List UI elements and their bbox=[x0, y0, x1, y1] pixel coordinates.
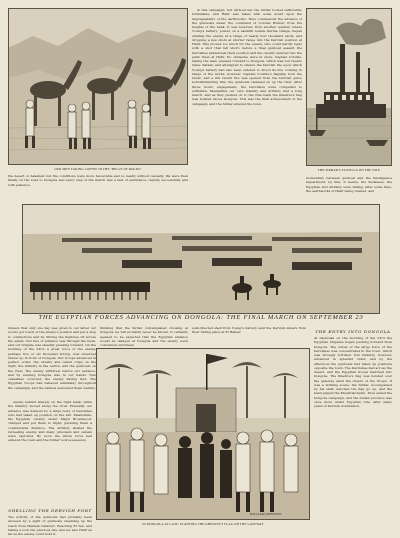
shelling-heading: SHELLING THE DERVISH FORT bbox=[8, 508, 92, 513]
top-right-paragraph: momentary between gunboat and the Intelligence Department, by him, it seems, the Sudanese, the Egyptian and artillery were falling, after some time, the earthworks of Hafir being cleared, and bbox=[306, 176, 392, 193]
artist-signature: WILLIAM JOHNSON bbox=[250, 512, 282, 516]
bottom-right-top-paragraph: well-directed shell from Young's battery sent the Dervish miners from their hiding place at El Hafeer. bbox=[192, 326, 306, 335]
entry-paragraph: At daybreak on the morning of the 23rd the Egyptian brigades began pushing forward from Dongola. The whole of the large force of the Dervishes was concentrated in the town, which was strongly fortified. Our infantry, however, advanced in splendid order, and by the afternoon the gunboats had taken up positions opposite the town. The Dervishes fled across the desert, and the Egyptian troops marched into Dongola. The Khedive's flag was hoisted over the gateway amid the cheers of the troops. It was a striking scene: the Sirdar, accompanied by his staff, watched the flag go up, and the band played the Khedivial hymn. Thus ended the Dongola campaign, and the Sudan province was once more under Egyptian rule, after many years of Dervish domination. bbox=[314, 336, 392, 408]
bottom-mid-text bbox=[100, 326, 188, 346]
shelling-paragraph: The activity of the gunboats had probably been aroused by a sight of gunboats steaming up the reach from Hannek Cataract. Reaching El Teb, and taking a look the previous day, and we saw Hafir as far as the enemy could hold it. bbox=[8, 515, 92, 536]
top-right-text bbox=[306, 176, 392, 200]
flotilla-illustration bbox=[306, 8, 392, 166]
top-left-text bbox=[8, 174, 188, 200]
top-left-paragraph: the desert or Akasheh; but the conditions were more favourable and so nearly without casualty. We were then finally on the road to Dongola and every step of the march was a feat of endurance, rapidly, successfully and with patience. bbox=[8, 174, 188, 187]
bottom-left-paragraph: indeed, that only one day was given to our latter our scouts got touch of the enemy's position and put a stop to commotions and by driving the fugitives off across the sands. Our line of advance was through the bush, and our brigade was steadily pressing forward. On the morning of the 23rd, a great force of the enemy, perhaps five or six thousand strong, was observed drawn up in front of Dongola. Our troops advanced in perfect order; the cavalry and camel corps on the right, the infantry in the centre, and the gunboats on the river. The enemy withdrew before our advance, and by evening Dongola was in our hands. Few casualties occurred, the enemy having fled. The Egyptian troops had behaved admirably throughout the campaign, and the natives welcomed them warmly. bbox=[8, 326, 96, 390]
flag-caption: IN DONGOLA AT LAST: PLANTING THE KHEDIVE'S FLAG ON THE GATEWAY bbox=[142, 522, 264, 526]
bottom-mid-paragraph: thinking that the Sirdar contemplated crossing at Dongola, he will probably never be known. It certainly seemed to be expected that the Egyptian advance would be delayed at Dongola and the enemy were completely surprised. bbox=[100, 326, 188, 346]
shelling-block bbox=[8, 508, 92, 538]
camels-caption: OUR MEN TAKING COFFEE IN THE "BELLY OF ROCKS" bbox=[54, 167, 142, 171]
flag-illustration bbox=[96, 348, 310, 520]
top-middle-text bbox=[192, 8, 302, 198]
top-middle-paragraph: in this campaign; but without her the Sirdar looked sufficiently formidable, and Hafir was taken with some doubt upon the impregnability of the earthworks. Thus commenced the advance of the gunboats under the command of Colonel Hunter, from the heights of the bank. It was however, from another quarter, where Young's battery, posted on a sandhill beside Kerma village, began shelling the enemy at a range of nearly four thousand yards, and dropping a few shots at shorter range into the Dervish position at Hafir. This proved too much for the enemy, who could hardly reply with a shot that fell short; before a final gunboat assault the Dervishes abandoned their position and the cavalry entered into the palm trees at Hafir. No obstacles were in store, Captain Colville, taking the lead, pressed forward to Dongola, which was but twenty miles distant, and attempted to silence the Dervish fire upon which Young's battery had also been ordered to direct its fire. Coming in range of the works, however, Captain Colville's flagship bore the brunt, and a full return fire was opened from the Dervish guns; notwithstanding this, the gunboats steamed on up the river. After three hours' engagement, the Dervishes were compelled to withdraw. Meanwhile our own infantry and artillery had a long march, and as they pushed on to the Nile bank the Khedive's flag was hoisted above Dongola. This was the final achievement of the campaign, and the Sirdar entered the town. bbox=[192, 8, 302, 106]
camel-corps-illustration bbox=[8, 8, 188, 165]
march-illustration bbox=[22, 204, 380, 314]
narrow-left-paragraph: enemy behind sharply on the right bank, while the infantry moved along the river. Presently our advance was delayed by a large body of Dervishes who had taken up position on the left. Meanwhile, the Egyptian cavalry, under Major Broadwood, charged and put them to flight, pursuing them a considerable distance. The artillery shelled the retreating enemy, and many prisoners and camels were captured. By noon the whole force had entered the town and the Sirdar took possession. bbox=[8, 400, 92, 443]
entry-section bbox=[314, 326, 392, 532]
narrow-left-text bbox=[8, 400, 92, 510]
march-caption: THE EGYPTIAN FORCES ADVANCING ON DONGOLA: THE FINAL MARCH ON SEPTEMBER 23 bbox=[38, 314, 364, 321]
entry-heading: THE ENTRY INTO DONGOLA bbox=[315, 329, 391, 334]
flotilla-caption: THE SIRDAR'S FLOTILLA ON THE NILE bbox=[317, 168, 381, 172]
bottom-right-top-text bbox=[192, 326, 306, 346]
